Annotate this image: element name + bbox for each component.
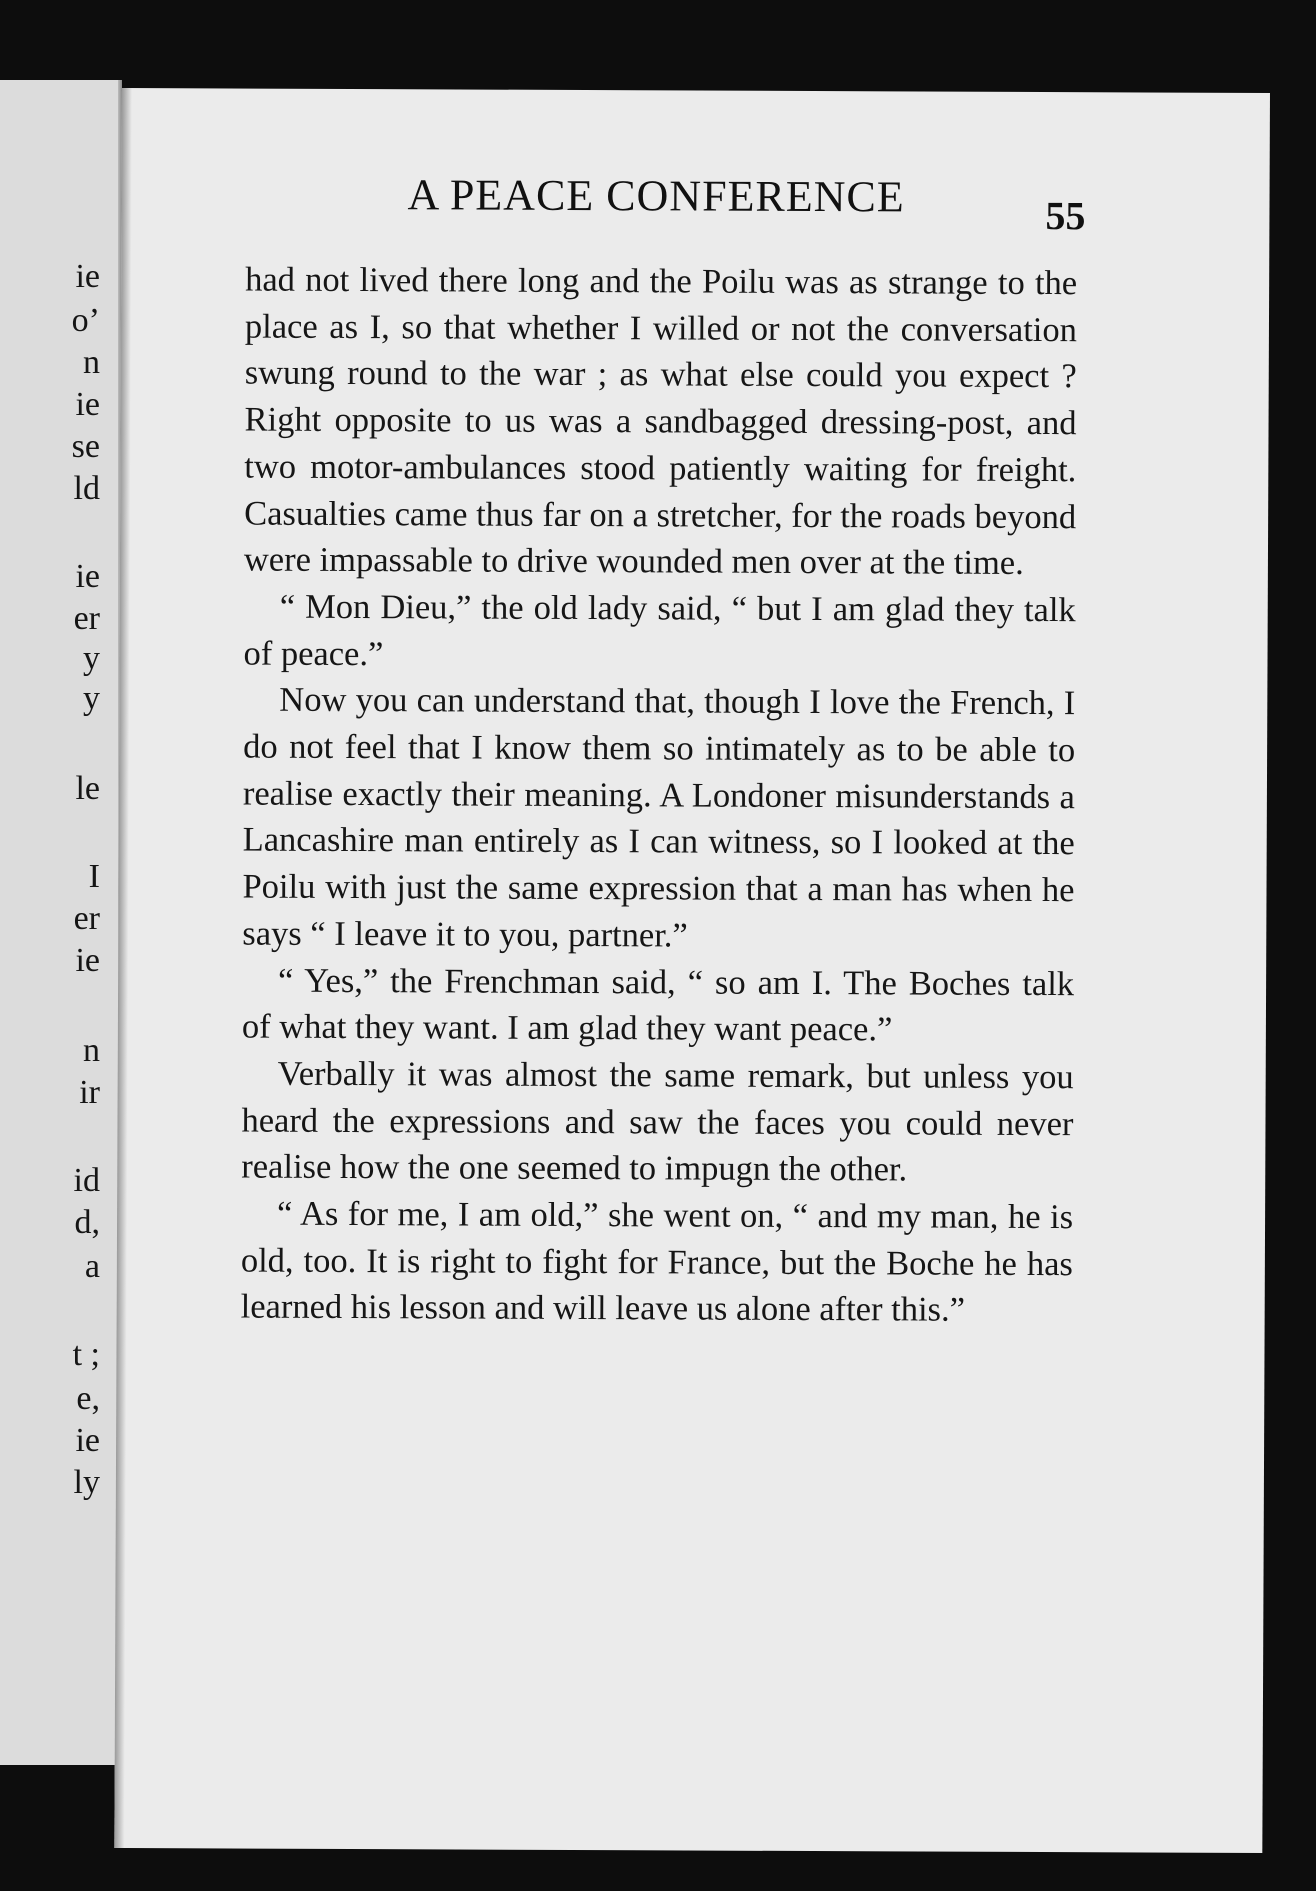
right-page <box>114 88 1270 1853</box>
line-fragment: y <box>83 640 100 677</box>
running-head: A PEACE CONFERENCE <box>407 170 905 222</box>
line-fragment: ie <box>75 558 100 595</box>
line-fragment: a <box>84 1248 100 1285</box>
paragraph: “ Mon Dieu,” the old lady said, “ but I am glad they talk of peace.” <box>243 587 1076 673</box>
line-fragment: I <box>88 858 100 895</box>
line-fragment: y <box>83 680 100 717</box>
line-fragment: o’ <box>71 302 100 339</box>
line-fragment: ly <box>73 1464 100 1501</box>
line-fragment: n <box>83 344 100 381</box>
line-fragment: er <box>73 600 100 637</box>
line-fragment: ir <box>79 1074 100 1111</box>
paragraph: Now you can understand that, though I love the French, I do not feel that I know them so intimately as to be able to realise exactly their meaning. A Londoner misunderstands a Lancashire man entirely as I can witness, so I looked at the Poilu with just the same expression that a man has when he says “ I leave it to you, partner.” <box>242 681 1076 955</box>
line-fragment: le <box>75 770 100 807</box>
line-fragment: d, <box>74 1204 100 1241</box>
paragraph: had not lived there long and the Poilu was as strange to the place as I, so that whether I willed or not the conversation swung round to the war ; as what else could you expect ? Right opposite to us was a sandbagged dressing-post, and two motor-ambulances stood patiently waiting for freight. Casualties came thus far on a stretcher, for the roads beyond were impassable to drive wounded men over at the time. <box>243 260 1078 583</box>
body-text <box>241 257 1078 1335</box>
line-fragment: e, <box>76 1380 100 1417</box>
paragraph: Verbally it was almost the same remark, but unless you heard the expressions and saw the faces you could never realise how the one seemed to impugn the other. <box>241 1054 1074 1189</box>
line-fragment: n <box>83 1032 100 1069</box>
line-fragment: t ; <box>72 1336 100 1373</box>
paragraph: “ Yes,” the Frenchman said, “ so am I. The Boches talk of what they want. I am glad they want peace.” <box>241 961 1075 1049</box>
left-facing-page <box>0 80 122 1765</box>
line-fragment: ie <box>75 258 100 295</box>
line-fragment: ie <box>75 942 100 979</box>
line-fragment: er <box>73 900 100 937</box>
line-fragment: id <box>73 1162 100 1199</box>
line-fragment: ld <box>73 470 100 507</box>
paragraph: “ As for me, I am old,” she went on, “ and my man, he is old, too. It is right to fight for France, but the Boche he has learned his lesson and will leave us alone after this.” <box>240 1194 1074 1330</box>
line-fragment: ie <box>75 1422 100 1459</box>
line-fragment: ie <box>75 386 100 423</box>
line-fragment: se <box>71 428 100 465</box>
page-number: 55 <box>1045 193 1086 239</box>
